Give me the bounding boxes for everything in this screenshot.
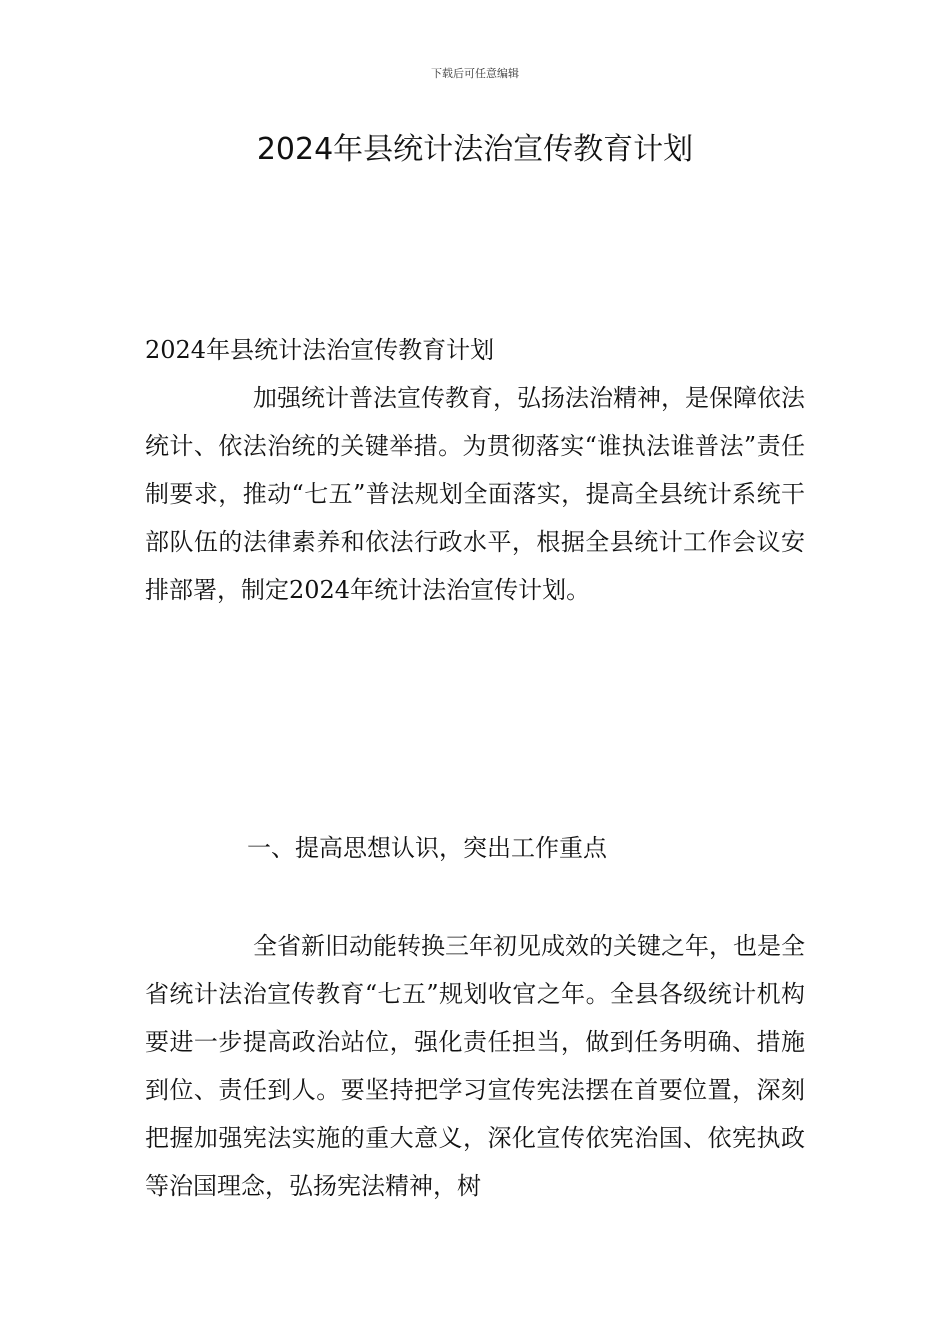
header-note: 下载后可任意编辑 (431, 67, 519, 80)
section-heading-1: 一、提高思想认识，突出工作重点 (247, 834, 607, 862)
document-subtitle: 2024年县统计法治宣传教育计划 (145, 336, 495, 364)
paragraph-section-1: 全省新旧动能转换三年初见成效的关键之年，也是全省统计法治宣传教育“七五”规划收官之年。全县各级统计机构要进一步提高政治站位，强化责任担当，做到任务明确、措施到位、责任到人。要坚持把学习宣传宪法摆在首要位置，深刻把握加强宪法实施的重大意义，深化宣传依宪治国、依宪执政等治国理念，弘扬宪法精神，树 (145, 932, 805, 1200)
page-title: 2024年县统计法治宣传教育计划 (256, 132, 694, 167)
paragraph-intro: 加强统计普法宣传教育，弘扬法治精神，是保障依法统计、依法治统的关键举措。为贯彻落实“谁执法谁普法”责任制要求，推动“七五”普法规划全面落实，提高全县统计系统干部队伍的法律素养和依法行政水平，根据全县统计工作会议安排部署，制定2024年统计法治宣传计划。 (145, 384, 805, 604)
